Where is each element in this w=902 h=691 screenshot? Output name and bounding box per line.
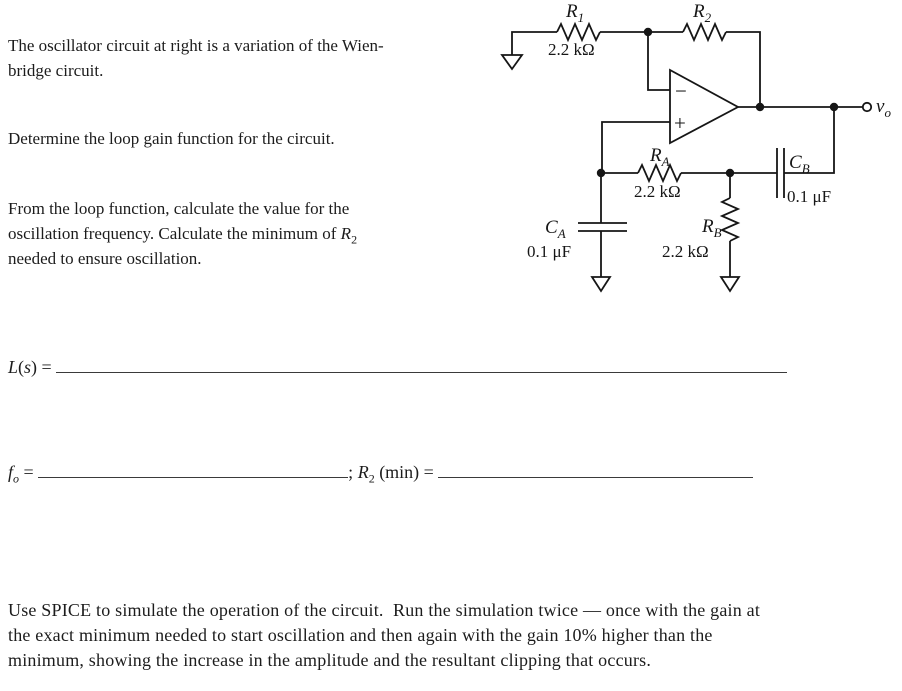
junction-dot	[756, 103, 764, 111]
resistor-r2-label: $R_2$	[693, 1, 712, 25]
loop-gain-open-paren: (	[18, 357, 25, 377]
r2min-label	[348, 462, 439, 486]
frequency-task-line-2	[8, 221, 357, 246]
ground-icon	[592, 277, 610, 291]
wire-r2-to-output	[726, 32, 760, 107]
fo-symbol: f	[8, 462, 14, 482]
loop-gain-task	[8, 126, 335, 151]
r2min-equals: (min) =	[374, 462, 439, 482]
spice-line-3: minimum, showing the increase in the amplitude and the resultant clipping that occurs.	[8, 650, 652, 670]
resistor-ra-label: $R_A$	[650, 145, 670, 169]
resistor-r1-zigzag	[557, 24, 600, 40]
loop-gain-arg-symbol: s	[24, 357, 32, 377]
spice-paragraph	[8, 598, 760, 673]
resistor-rb-zigzag	[722, 198, 738, 241]
spice-line-2: the exact minimum needed to start oscillation and then again with the gain 10% higher than the	[8, 625, 713, 645]
frequency-task	[8, 196, 357, 271]
opamp-noninverting-sign: +	[674, 111, 686, 135]
resistor-r1-value: 2.2 kΩ	[548, 40, 595, 59]
resistor-ra-value: 2.2 kΩ	[634, 182, 681, 201]
ground-icon	[502, 55, 522, 69]
frequency-task-line-2-text: oscillation frequency. Calculate the minimum of	[8, 224, 341, 243]
frequency-task-line-3: needed to ensure oscillation.	[8, 249, 202, 268]
junction-dot	[644, 28, 652, 36]
junction-dot	[726, 169, 734, 177]
loop-gain-label	[8, 357, 56, 378]
intro-line-2: bridge circuit.	[8, 61, 104, 80]
opamp-inverting-sign: −	[675, 79, 687, 103]
ground-icon	[721, 277, 739, 291]
capacitor-ca-value: 0.1 μF	[527, 242, 572, 261]
junction-dot	[597, 169, 605, 177]
capacitor-cb-label: $C_B$	[789, 152, 810, 176]
fo-answer-blank	[38, 463, 348, 478]
frequency-task-line-1: From the loop function, calculate the value for the	[8, 199, 350, 218]
fo-label	[8, 462, 39, 486]
loop-gain-equals: ) =	[31, 357, 57, 377]
resistor-ra-zigzag	[638, 165, 681, 181]
capacitor-cb-value: 0.1 μF	[787, 187, 832, 206]
r2min-subscript: 2	[368, 471, 375, 486]
intro-line-1: The oscillator circuit at right is a variation of the Wien-	[8, 36, 384, 55]
r2-subscript: 2	[351, 232, 358, 247]
intro-paragraph	[8, 33, 384, 83]
resistor-rb-value: 2.2 kΩ	[662, 242, 709, 261]
loop-gain-answer-row	[8, 357, 787, 378]
loop-gain-func-symbol: L	[8, 357, 19, 377]
resistor-r2-zigzag	[683, 24, 726, 40]
frequency-answer-row	[8, 462, 753, 486]
output-terminal	[863, 103, 871, 111]
wire-junction-to-inverting-input	[648, 32, 670, 90]
r2min-answer-blank	[438, 463, 753, 478]
circuit-diagram	[492, 0, 902, 300]
r2min-separator: ;	[348, 462, 358, 482]
r2-symbol: R	[340, 224, 352, 243]
junction-dot	[830, 103, 838, 111]
fo-equals: =	[19, 462, 39, 482]
output-label: $v_o$	[876, 96, 891, 120]
loop-gain-answer-blank	[56, 358, 787, 373]
spice-line-1: Use SPICE to simulate the operation of the circuit. Run the simulation twice — once with the gain at	[8, 600, 761, 620]
capacitor-ca-label: $C_A$	[545, 217, 566, 241]
resistor-r1-label: $R_1$	[566, 1, 585, 25]
fo-subscript: o	[13, 471, 20, 486]
resistor-rb-label: $R_B$	[702, 216, 722, 240]
loop-gain-task-line: Determine the loop gain function for the circuit.	[8, 129, 335, 148]
r2min-symbol: R	[357, 462, 369, 482]
